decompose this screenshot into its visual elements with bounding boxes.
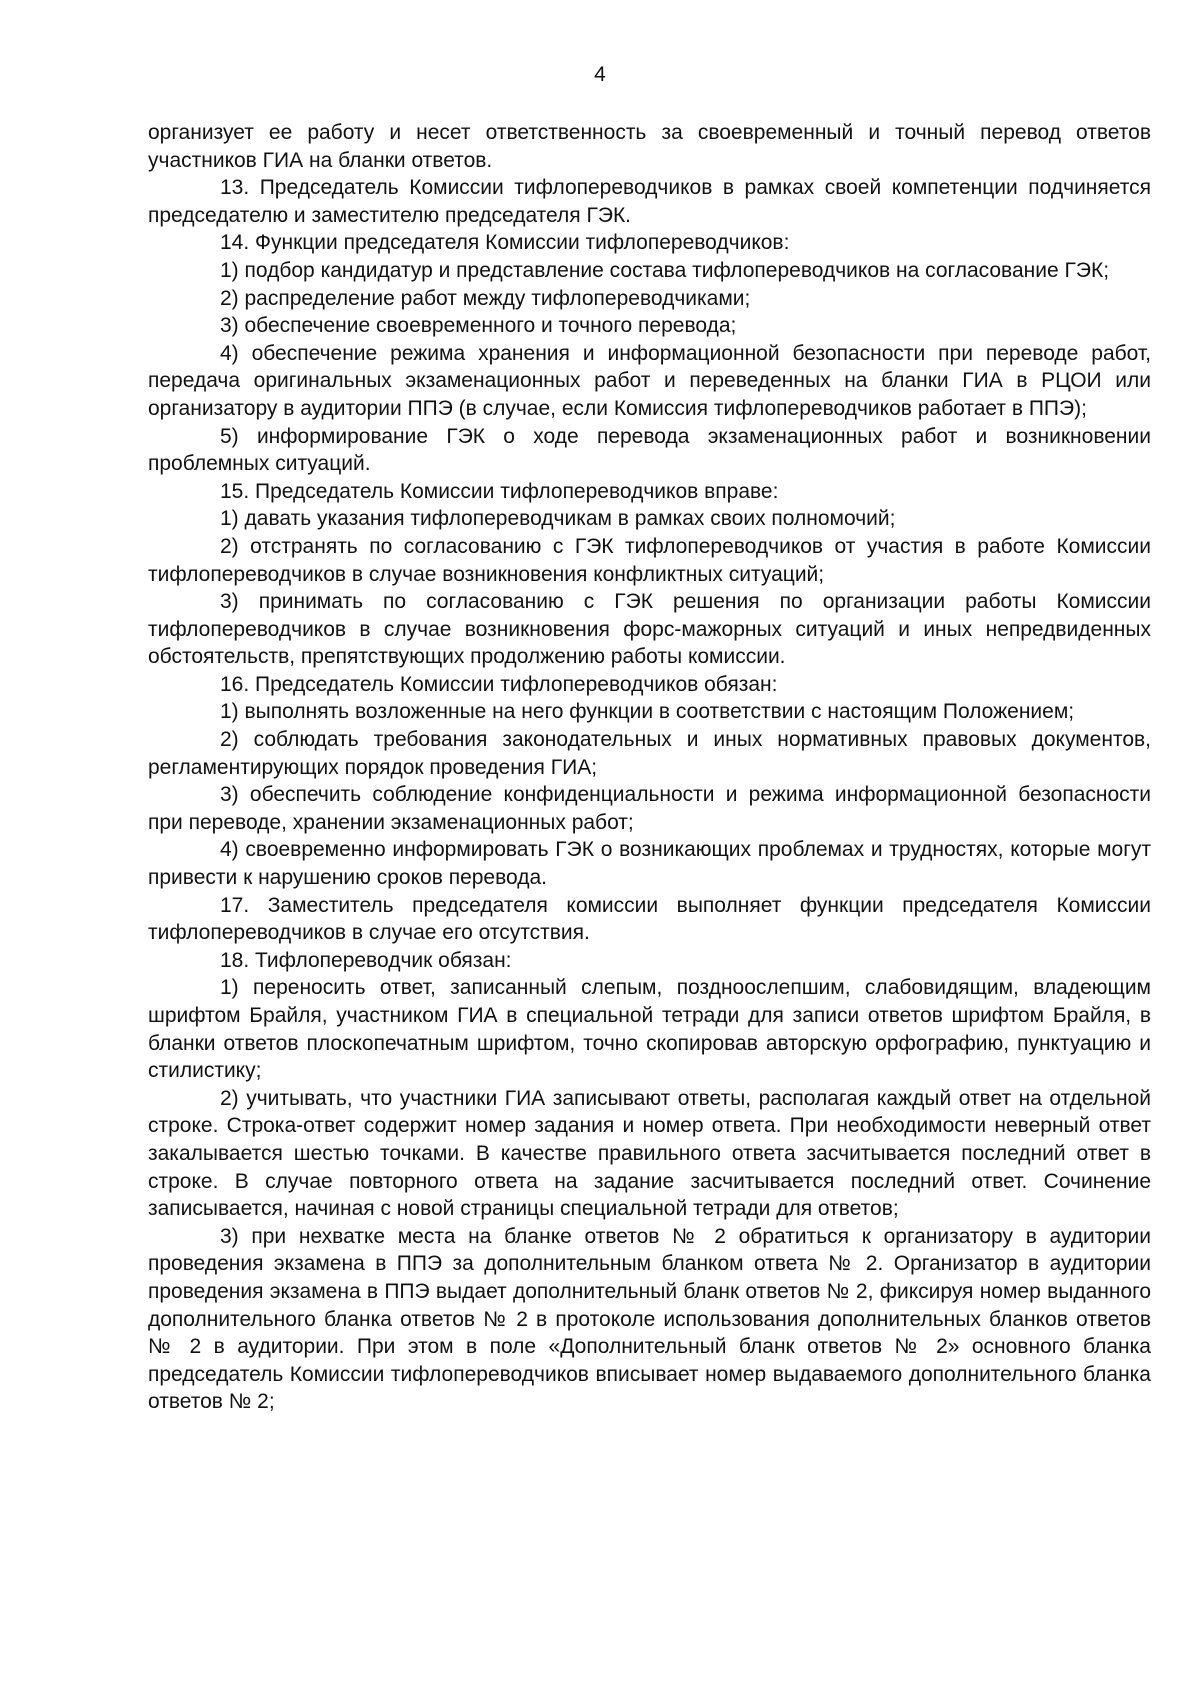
paragraph-item-14-heading: 14. Функции председателя Комиссии тифлопереводчиков:: [220, 231, 790, 255]
document-body: [148, 119, 1151, 1416]
paragraph-item-17: 17. Заместитель председателя комиссии выполняет функции председателя Комиссии тифлопереводчиков в случае его отсутствия.: [148, 893, 1151, 945]
paragraph-item-13: 13. Председатель Комиссии тифлопереводчиков в рамках своей компетенции подчиняется председателю и заместителю председателя ГЭК.: [148, 176, 1151, 227]
paragraph-item-18-3: 3) при нехватке места на бланке ответов № 2 обратиться к организатору в аудитории проведения экзамена в ППЭ за дополнительным бланком ответа № 2. Организатор в аудитории проведения экзамена в ППЭ выдает дополнительный бланк ответов № 2, фиксируя номер выданного дополнительного бланка ответов № 2 в протоколе использования дополнительных бланков ответов № 2 в аудитории. При этом в поле «Дополнительный бланк ответов № 2» основного бланка председатель Комиссии тифлопереводчиков вписывает номер выдаваемого дополнительного бланка ответов № 2;: [148, 1224, 1151, 1414]
paragraph-item-15-3: 3) принимать по согласованию с ГЭК решения по организации работы Комиссии тифлопереводчиков в случае возникновения форс-мажорных ситуаций и иных непредвиденных обстоятельств, препятствующих продолжению работы комиссии.: [148, 590, 1151, 669]
paragraph-item-14-5: 5) информирование ГЭК о ходе перевода экзаменационных работ и возникновении проблемных ситуаций.: [148, 424, 1151, 476]
paragraph-item-16-3: 3) обеспечить соблюдение конфиденциальности и режима информационной безопасности при переводе, хранении экзаменационных работ;: [148, 783, 1151, 834]
paragraph-item-15-1: 1) давать указания тифлопереводчикам в рамках своих полномочий;: [220, 507, 896, 531]
paragraph-item-18-2: 2) учитывать, что участники ГИА записывают ответы, располагая каждый ответ на отдельной строке. Строка-ответ содержит номер задания и номер ответа. При необходимости неверный ответ закалывается шестью точками. В качестве правильного ответа засчитывается последний ответ в строке. В случае повторного ответа на задание засчитывается последний ответ. Сочинение записывается, начиная с новой страницы специальной тетради для ответов;: [148, 1086, 1151, 1221]
paragraph-item-14-4: 4) обеспечение режима хранения и информационной безопасности при переводе работ, передача оригинальных экзаменационных работ и переведенных на бланки ГИА в РЦОИ или организатору в аудитории ППЭ (в случае, если Комиссия тифлопереводчиков работает в ППЭ);: [148, 341, 1151, 420]
paragraph-item-18-1: 1) переносить ответ, записанный слепым, поздноослепшим, слабовидящим, владеющим шрифтом Брайля, участником ГИА в специальной тетради для записи ответов шрифтом Брайля, в бланки ответов плоскопечатным шрифтом, точно скопировав авторскую орфографию, пунктуацию и стилистику;: [148, 976, 1151, 1083]
paragraph-item-15-2: 2) отстранять по согласованию с ГЭК тифлопереводчиков от участия в работе Комиссии тифлопереводчиков в случае возникновения конфликтных ситуаций;: [148, 534, 1151, 586]
paragraph-continuation: организует ее работу и несет ответственность за своевременный и точный перевод ответов участников ГИА на бланки ответов.: [148, 121, 1151, 172]
paragraph-item-18-heading: 18. Тифлопереводчик обязан:: [220, 948, 512, 972]
paragraph-item-14-1: 1) подбор кандидатур и представление состава тифлопереводчиков на согласование ГЭК;: [220, 258, 1110, 282]
paragraph-item-14-2: 2) распределение работ между тифлопереводчиками;: [220, 286, 751, 310]
paragraph-item-16-heading: 16. Председатель Комиссии тифлопереводчиков обязан:: [220, 672, 778, 696]
paragraph-item-16-2: 2) соблюдать требования законодательных и иных нормативных правовых документов, регламентирующих порядок проведения ГИА;: [148, 728, 1151, 779]
paragraph-item-16-4: 4) своевременно информировать ГЭК о возникающих проблемах и трудностях, которые могут привести к нарушению сроков перевода.: [148, 838, 1151, 890]
paragraph-item-15-heading: 15. Председатель Комиссии тифлопереводчиков вправе:: [220, 479, 779, 503]
paragraph-item-16-1: 1) выполнять возложенные на него функции в соответствии с настоящим Положением;: [220, 700, 1075, 724]
paragraph-item-14-3: 3) обеспечение своевременного и точного перевода;: [220, 314, 737, 338]
page-number: 4: [594, 63, 606, 86]
